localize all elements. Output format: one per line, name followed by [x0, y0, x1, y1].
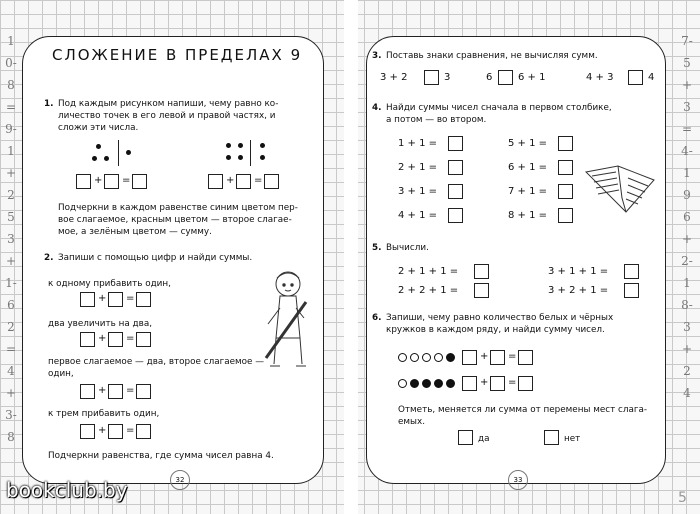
answer-box[interactable] — [462, 350, 477, 365]
answer-box[interactable] — [518, 376, 533, 391]
answer-box[interactable] — [424, 70, 439, 85]
answer-box[interactable] — [498, 70, 513, 85]
answer-box[interactable] — [136, 384, 151, 399]
page-number-left: 32 — [170, 470, 190, 490]
no-label: нет — [564, 434, 581, 444]
answer-box[interactable] — [490, 376, 505, 391]
answer-box[interactable] — [104, 174, 119, 189]
right-edge-decoration: 7-5+3=4-1 9 6+2-1 8-3+2 4 — [681, 34, 693, 400]
task-2-final: Подчеркни равенства, где сумма чисел равна 4. — [48, 451, 274, 461]
task-3-text: Поставь знаки сравнения, не вычисляя сумм. — [386, 51, 598, 61]
task-6-line-2: кружков в каждом ряду, и найди сумму чисел. — [386, 325, 605, 335]
answer-box[interactable] — [108, 292, 123, 307]
answer-box[interactable] — [136, 424, 151, 439]
yes-checkbox[interactable] — [458, 430, 473, 445]
answer-box[interactable] — [462, 376, 477, 391]
task-6-number: 6. — [372, 313, 382, 323]
phrase-3-line-2: один, — [48, 369, 74, 379]
answer-box[interactable] — [108, 384, 123, 399]
answer-box[interactable] — [474, 264, 489, 279]
task-1-note-3: мое, а зелёным цветом — сумму. — [58, 227, 212, 237]
watermark-brand: bookclub.by — [6, 478, 128, 502]
answer-box[interactable] — [448, 208, 463, 223]
task-1-line-1: Под каждым рисунком напиши, чему равно ко- — [58, 99, 279, 109]
task-4-number: 4. — [372, 103, 382, 113]
answer-box[interactable] — [80, 424, 95, 439]
answer-box[interactable] — [448, 184, 463, 199]
answer-box[interactable] — [76, 174, 91, 189]
answer-box[interactable] — [624, 264, 639, 279]
question-line-2: емых. — [398, 417, 425, 427]
answer-box[interactable] — [558, 160, 573, 175]
answer-box[interactable] — [136, 332, 151, 347]
answer-box[interactable] — [448, 160, 463, 175]
answer-box[interactable] — [448, 136, 463, 151]
task-1-note-2: вое слагаемое, красным цветом — второе слагае- — [58, 215, 292, 225]
boy-with-pencil-illustration — [258, 268, 314, 376]
task-2-number: 2. — [44, 253, 54, 263]
answer-box[interactable] — [236, 174, 251, 189]
answer-box[interactable] — [490, 350, 505, 365]
task-1-note-1: Подчеркни в каждом равенстве синим цветом пер- — [58, 203, 298, 213]
page-number-right: 33 — [508, 470, 528, 490]
question-line-1: Отметь, меняется ли сумма от перемены мест слага- — [398, 405, 648, 415]
phrase-3-line-1: первое слагаемое — два, второе слагаемое — — [48, 357, 265, 367]
open-book-illustration — [582, 158, 662, 218]
answer-box[interactable] — [558, 184, 573, 199]
answer-box[interactable] — [474, 283, 489, 298]
phrase-1: к одному прибавить один, — [48, 279, 171, 289]
answer-box[interactable] — [132, 174, 147, 189]
answer-box[interactable] — [80, 332, 95, 347]
answer-box[interactable] — [264, 174, 279, 189]
left-edge-decoration: 10-8=9-1+2 5 3+1-6 2=4+3-8 — [5, 34, 17, 444]
book-gutter — [344, 0, 358, 514]
answer-box[interactable] — [108, 424, 123, 439]
task-4-line-2: а потом — во втором. — [386, 115, 487, 125]
task-1-line-3: сложи эти числа. — [58, 123, 139, 133]
page-title: СЛОЖЕНИЕ В ПРЕДЕЛАХ 9 — [52, 46, 303, 64]
answer-box[interactable] — [624, 283, 639, 298]
answer-box[interactable] — [80, 384, 95, 399]
yes-label: да — [478, 434, 490, 444]
task-1-line-2: личество точек в его левой и правой частях, и — [58, 111, 276, 121]
answer-box[interactable] — [80, 292, 95, 307]
task-5-text: Вычисли. — [386, 243, 429, 253]
task-3-number: 3. — [372, 51, 382, 61]
no-checkbox[interactable] — [544, 430, 559, 445]
task-2-text: Запиши с помощью цифр и найди суммы. — [58, 253, 253, 263]
task-4-line-1: Найди суммы чисел сначала в первом столбике, — [386, 103, 612, 113]
answer-box[interactable] — [108, 332, 123, 347]
answer-box[interactable] — [518, 350, 533, 365]
answer-box[interactable] — [558, 208, 573, 223]
answer-box[interactable] — [208, 174, 223, 189]
phrase-4: к трем прибавить один, — [48, 409, 160, 419]
corner-number: 5 — [678, 490, 687, 506]
task-6-line-1: Запиши, чему равно количество белых и чёрных — [386, 313, 614, 323]
phrase-2: два увеличить на два, — [48, 319, 153, 329]
answer-box[interactable] — [628, 70, 643, 85]
task-5-number: 5. — [372, 243, 382, 253]
task-1-number: 1. — [44, 99, 54, 109]
answer-box[interactable] — [558, 136, 573, 151]
answer-box[interactable] — [136, 292, 151, 307]
